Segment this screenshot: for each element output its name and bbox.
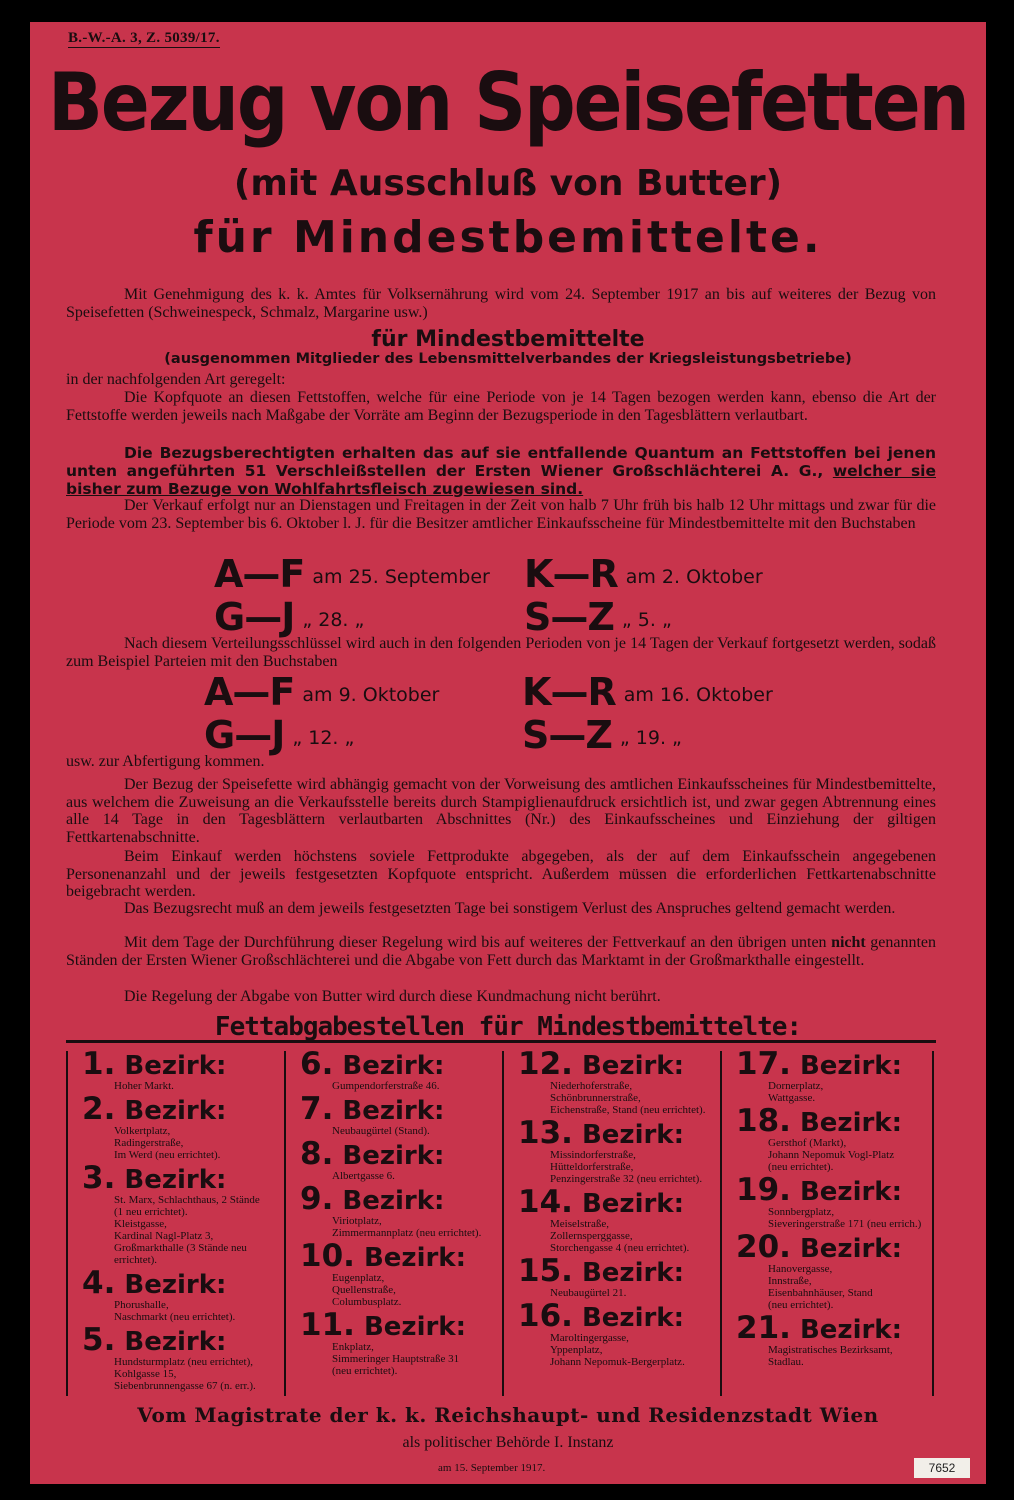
bezirk-heading — [300, 1238, 496, 1274]
bezirk-address: Zimmermannplatz (neu errichtet). — [332, 1227, 482, 1239]
bezirk-number: 17. — [736, 1046, 791, 1082]
bezirk-address: Hanovergasse, — [768, 1263, 833, 1275]
bezirk-address: Innstraße, — [768, 1275, 812, 1287]
bezirk-entry — [518, 1046, 714, 1116]
schedule2-left — [204, 672, 439, 758]
schedule1-right — [524, 554, 763, 640]
bezirk-address: Enkplatz, — [332, 1341, 374, 1353]
bezirk-label: Bezirk: — [799, 1234, 902, 1264]
bezirk-address: Wattgasse. — [768, 1092, 816, 1104]
bezirk-heading — [518, 1298, 714, 1334]
bezirk-address: (neu errichtet). — [332, 1365, 398, 1377]
schedule1-left — [214, 554, 490, 640]
bezirk-label: Bezirk: — [799, 1177, 902, 1207]
bezirk-label: Bezirk: — [342, 1186, 445, 1216]
bezirk-address: Missindorferstraße, — [550, 1149, 636, 1161]
bezirk-address: Zollernsperggasse, — [550, 1230, 633, 1242]
bezirk-number: 3. — [82, 1160, 116, 1196]
bezirk-heading — [518, 1115, 714, 1151]
bezirk-address: Volkertplatz, — [114, 1125, 171, 1137]
letters: K—R — [522, 670, 616, 714]
schedule2-right — [522, 672, 773, 758]
bezirk-address: Storchengasse 4 (neu errichtet). — [550, 1242, 690, 1254]
bezirk-number: 15. — [518, 1253, 573, 1289]
bezirk-number: 21. — [736, 1310, 791, 1346]
bezirk-entry — [300, 1091, 496, 1137]
date: am 16. Oktober — [623, 684, 773, 706]
bezirk-label: Bezirk: — [124, 1096, 227, 1126]
date: „ 5. „ — [621, 609, 672, 631]
bezirk-entry — [736, 1172, 932, 1230]
bezirk-number: 11. — [300, 1307, 355, 1343]
bezirk-number: 10. — [300, 1238, 355, 1274]
bezirk-heading — [82, 1322, 278, 1358]
paragraph-schluessel: Nach diesem Verteilungsschlüssel wird auch in den folgenden Perioden von je 14 Tagen der Verkauf fortgesetzt werden, sodaß zum Beispiel Parteien mit den Buchstaben — [66, 635, 936, 670]
bezirk-address: Simmeringer Hauptstraße 31 — [332, 1353, 460, 1365]
bezirk-heading — [300, 1307, 496, 1343]
date: „ 28. „ — [302, 609, 365, 631]
bezirk-heading — [82, 1265, 278, 1301]
bezirk-label: Bezirk: — [799, 1108, 902, 1138]
bezirk-heading — [300, 1046, 496, 1082]
bezirk-entry — [82, 1160, 278, 1266]
bezirk-address: Großmarkthalle (3 Stände neu errichtet). — [114, 1242, 247, 1266]
bezirk-label: Bezirk: — [581, 1189, 684, 1219]
bezirk-address: Magistratisches Bezirksamt, — [768, 1344, 893, 1356]
bezirk-entry — [300, 1136, 496, 1182]
bezirk-label: Bezirk: — [124, 1051, 227, 1081]
intro-paragraph: Mit Genehmigung des k. k. Amtes für Volksernährung wird vom 24. September 1917 an bis auf weiteres der Bezug von Speisefetten (Schweinespeck, Schmalz, Margarine usw.) — [66, 286, 936, 321]
bezirk-number: 1. — [82, 1046, 116, 1082]
bezirk-label: Bezirk: — [799, 1051, 902, 1081]
letters: A—F — [204, 670, 295, 714]
bezirk-number: 16. — [518, 1298, 573, 1334]
bezirk-label: Bezirk: — [342, 1096, 445, 1126]
bezirk-label: Bezirk: — [799, 1315, 902, 1345]
bezirk-address: Gumpendorferstraße 46. — [332, 1080, 440, 1092]
bezirk-address: Albertgasse 6. — [332, 1170, 395, 1182]
archive-stamp: 7652 — [914, 1458, 970, 1478]
bezirk-entry — [736, 1310, 932, 1368]
bezirk-entry — [518, 1184, 714, 1254]
bezirk-label: Bezirk: — [124, 1270, 227, 1300]
reference-number: B.-W.-A. 3, Z. 5039/17. — [68, 30, 220, 46]
bezirk-heading — [736, 1046, 932, 1082]
bezirk-label: Bezirk: — [124, 1327, 227, 1357]
letters: G—J — [204, 713, 285, 757]
main-title: Bezug von Speisefetten — [48, 54, 968, 150]
bezirk-number: 19. — [736, 1172, 791, 1208]
stellen-title: Fettabgabestellen für Mindestbemittelte: — [214, 1012, 802, 1042]
bold-notice — [66, 444, 936, 498]
bezirk-address: Radingerstraße, — [114, 1137, 184, 1149]
bezirk-address: Hoher Markt. — [114, 1080, 174, 1092]
schedule-row — [204, 672, 439, 715]
sub-note: (ausgenommen Mitglieder des Lebensmittelverbandes der Kriegsleistungsbetriebe) — [164, 351, 852, 367]
date: „ 19. „ — [619, 727, 682, 749]
schedule-row — [214, 554, 490, 597]
issue-date: am 15. September 1917. — [438, 1462, 546, 1474]
bezirk-address: Sieveringerstraße 171 (neu errich.) — [768, 1218, 922, 1230]
authority-subline: als politischer Behörde I. Instanz — [402, 1434, 614, 1451]
bezirk-entry — [518, 1253, 714, 1299]
bezirk-number: 20. — [736, 1229, 791, 1265]
bezirk-address: Naschmarkt (neu errichtet). — [114, 1311, 236, 1323]
bezirk-entry — [82, 1322, 278, 1392]
subtitle: (mit Ausschluß von Butter) — [233, 163, 783, 204]
bezirk-number: 7. — [300, 1091, 334, 1127]
bezirk-table — [66, 1040, 936, 1398]
date: „ 12. „ — [292, 727, 355, 749]
bezirk-column — [284, 1046, 496, 1396]
bezirk-entry — [300, 1181, 496, 1239]
paragraph-abfertigung: usw. zur Abfertigung kommen. — [66, 753, 265, 770]
bezirk-address: Eugenplatz, — [332, 1272, 385, 1284]
date: am 25. September — [312, 566, 490, 588]
letters: A—F — [214, 552, 305, 596]
bezirk-number: 13. — [518, 1115, 573, 1151]
bezirk-address: Viriotplatz, — [332, 1215, 382, 1227]
bezirk-number: 14. — [518, 1184, 573, 1220]
bezirk-label: Bezirk: — [581, 1303, 684, 1333]
bezirk-number: 2. — [82, 1091, 116, 1127]
bezirk-address: Kardinal Nagl-Platz 3, — [114, 1230, 214, 1242]
bezirk-address: Gersthof (Markt), — [768, 1137, 847, 1149]
bezirk-column — [720, 1046, 934, 1396]
bezirk-address: Maroltingergasse, — [550, 1332, 629, 1344]
bezirk-label: Bezirk: — [581, 1051, 684, 1081]
paragraph-vorweisung: Der Bezug der Speisefette wird abhängig gemacht von der Vorweisung des amtlichen Einkaufsscheines für Mindestbemittelte, aus welchem die Zuweisung an die Verkaufsstelle bereits durch Stampiglienaufdruck ersichtlich ist, und zwar gegen Abtrennung eines alle 14 Tage in den Tagesblättern verlautbarten Abschnittes (Nr.) des Einkaufsscheines und Einziehung der giltigen Fettkartenabschnitte. — [66, 776, 936, 846]
bezirk-number: 4. — [82, 1265, 116, 1301]
bezirk-entry — [736, 1103, 932, 1173]
bezirk-label: Bezirk: — [342, 1051, 445, 1081]
paragraph-regelt: in der nachfolgenden Art geregelt: — [66, 371, 286, 388]
bezirk-entry — [300, 1238, 496, 1308]
bezirk-label: Bezirk: — [581, 1120, 684, 1150]
bezirk-heading — [300, 1091, 496, 1127]
bezirk-heading — [300, 1181, 496, 1217]
bold-notice-underlined: welcher sie bisher zum Bezuge von Wohlfahrtsfleisch zugewiesen sind. — [66, 462, 936, 498]
bezirk-address: Hütteldorferstraße, — [550, 1161, 634, 1173]
paragraph-bezugsrecht: Das Bezugsrecht muß an dem jeweils festgesetzten Tage bei sonstigem Verlust des Anspruches geltend gemacht werden. — [124, 900, 896, 917]
schedule-row — [214, 597, 490, 640]
paragraph-verkauf: Der Verkauf erfolgt nur an Dienstagen und Freitagen in der Zeit von halb 7 Uhr früh bis halb 12 Uhr mittags und zwar für die Periode vom 23. September bis 6. Oktober l. J. für die Besitzer amtlicher Einkaufsscheine für Mindestbemittelte mit den Buchstaben — [66, 497, 936, 532]
letters: S—Z — [524, 595, 614, 639]
bezirk-heading — [82, 1160, 278, 1196]
bezirk-entry — [300, 1307, 496, 1377]
bezirk-address: Kleistgasse, — [114, 1218, 167, 1230]
bezirk-address: (neu errichtet). — [768, 1299, 834, 1311]
bezirk-heading — [82, 1091, 278, 1127]
letters: K—R — [524, 552, 618, 596]
bezirk-address: Neubaugürtel 21. — [550, 1287, 627, 1299]
bezirk-address: Niederhoferstraße, — [550, 1080, 633, 1092]
bezirk-heading — [736, 1172, 932, 1208]
bold-notice-part1: Die Bezugsberechtigten erhalten das auf sie entfallende Quantum an Fettstoffen bei jenen unten angeführten 51 Verschleißstellen der Ersten Wiener Großschlächterei A. G., — [66, 444, 936, 480]
bezirk-heading — [518, 1046, 714, 1082]
bezirk-label: Bezirk: — [363, 1243, 466, 1273]
target-group-title: für Mindestbemittelte. — [193, 212, 823, 263]
bezirk-address: Penzingerstraße 32 (neu errichtet). — [550, 1173, 703, 1185]
bezirk-heading — [736, 1229, 932, 1265]
bezirk-number: 8. — [300, 1136, 334, 1172]
bezirk-entry — [82, 1046, 278, 1092]
bezirk-address: Neubaugürtel (Stand). — [332, 1125, 430, 1137]
bezirk-address: Johann Nepomuk-Bergerplatz. — [550, 1356, 685, 1368]
bezirk-heading — [736, 1310, 932, 1346]
schedule-row — [522, 672, 773, 715]
paragraph-einkauf: Beim Einkauf werden höchstens soviele Fettprodukte abgegeben, als der auf dem Einkaufsschein angegebenen Personenanzahl und der jeweils festgesetzten Kopfquote entspricht. Außerdem müssen die erforderlichen Fettkartenabschnitte beigebracht werden. — [66, 848, 936, 901]
bezirk-address: Kohlgasse 15, — [114, 1368, 177, 1380]
bezirk-heading — [300, 1136, 496, 1172]
bezirk-address: Phorushalle, — [114, 1299, 169, 1311]
bezirk-number: 9. — [300, 1181, 334, 1217]
bezirk-address: Siebenbrunnengasse 67 (n. err.). — [114, 1380, 256, 1392]
bezirk-label: Bezirk: — [363, 1312, 466, 1342]
bezirk-number: 5. — [82, 1322, 116, 1358]
bezirk-entry — [300, 1046, 496, 1092]
bezirk-address: Johann Nepomuk Vogl-Platz — [768, 1149, 895, 1161]
bezirk-address: (neu errichtet). — [768, 1161, 834, 1173]
bezirk-label: Bezirk: — [342, 1141, 445, 1171]
bezirk-entry — [82, 1265, 278, 1323]
bezirk-address: Im Werd (neu errichtet). — [114, 1149, 221, 1161]
bezirk-address: Dornerplatz, — [768, 1080, 824, 1092]
letters: G—J — [214, 595, 295, 639]
bezirk-address: Schönbrunnerstraße, — [550, 1092, 641, 1104]
bezirk-entry — [736, 1046, 932, 1104]
bezirk-label: Bezirk: — [124, 1165, 227, 1195]
text: Mit dem Tage der Durchführung dieser Regelung wird bis auf weiteres der Fettverkauf an den übrigen unten — [124, 934, 832, 951]
bezirk-address: St. Marx, Schlachthaus, 2 Stände — [114, 1194, 260, 1206]
bezirk-address: Sonnbergplatz, — [768, 1206, 835, 1218]
emphasis-nicht: nicht — [831, 934, 866, 951]
bezirk-entry — [82, 1091, 278, 1161]
paragraph-kopfquote: Die Kopfquote an diesen Fettstoffen, welche für eine Periode von je 14 Tagen bezogen werden kann, ebenso die Art der Fettstoffe werden jeweils nach Maßgabe der Vorräte am Beginn der Bezugsperiode in den Tagesblättern verlautbart. — [66, 389, 936, 424]
bezirk-address: Eisenbahnhäuser, Stand — [768, 1287, 873, 1299]
bezirk-column — [502, 1046, 714, 1396]
bezirk-entry — [518, 1298, 714, 1368]
date: am 9. Oktober — [302, 684, 440, 706]
schedule-row — [522, 715, 773, 758]
bezirk-number: 6. — [300, 1046, 334, 1082]
paragraph-butter: Die Regelung der Abgabe von Butter wird durch diese Kundmachung nicht berührt. — [124, 988, 661, 1005]
bezirk-number: 18. — [736, 1103, 791, 1139]
bezirk-heading — [518, 1184, 714, 1220]
bezirk-number: 12. — [518, 1046, 573, 1082]
bezirk-heading — [736, 1103, 932, 1139]
schedule-row — [524, 597, 763, 640]
bezirk-entry — [518, 1115, 714, 1185]
bezirk-heading — [82, 1046, 278, 1082]
text: genannten Ständen der Ersten Wiener Großschlächterei und die Abgabe von Fett durch das Marktamt in der Großmarkthalle eingestellt. — [66, 934, 936, 969]
bezirk-address: (1 neu errichtet). — [114, 1206, 188, 1218]
bezirk-address: Columbusplatz. — [332, 1296, 402, 1308]
paragraph-durchfuehrung — [66, 934, 936, 969]
bezirk-address: Stadlau. — [768, 1356, 804, 1368]
date: am 2. Oktober — [625, 566, 763, 588]
schedule-row — [524, 554, 763, 597]
bezirk-heading — [518, 1253, 714, 1289]
sub-heading: für Mindestbemittelte — [371, 327, 645, 352]
poster — [30, 22, 986, 1484]
bezirk-label: Bezirk: — [581, 1258, 684, 1288]
bezirk-address: Yppenplatz, — [550, 1344, 603, 1356]
bezirk-column — [66, 1046, 278, 1396]
bezirk-address: Meiselstraße, — [550, 1218, 609, 1230]
bezirk-address: Hundsturmplatz (neu errichtet), — [114, 1356, 253, 1368]
bezirk-address: Quellenstraße, — [332, 1284, 396, 1296]
authority-line: Vom Magistrate der k. k. Reichshaupt- und Residenzstadt Wien — [137, 1403, 879, 1427]
schedule-row — [204, 715, 439, 758]
bezirk-entry — [736, 1229, 932, 1311]
letters: S—Z — [522, 713, 612, 757]
bezirk-address: Eichenstraße, Stand (neu errichtet). — [550, 1104, 706, 1116]
